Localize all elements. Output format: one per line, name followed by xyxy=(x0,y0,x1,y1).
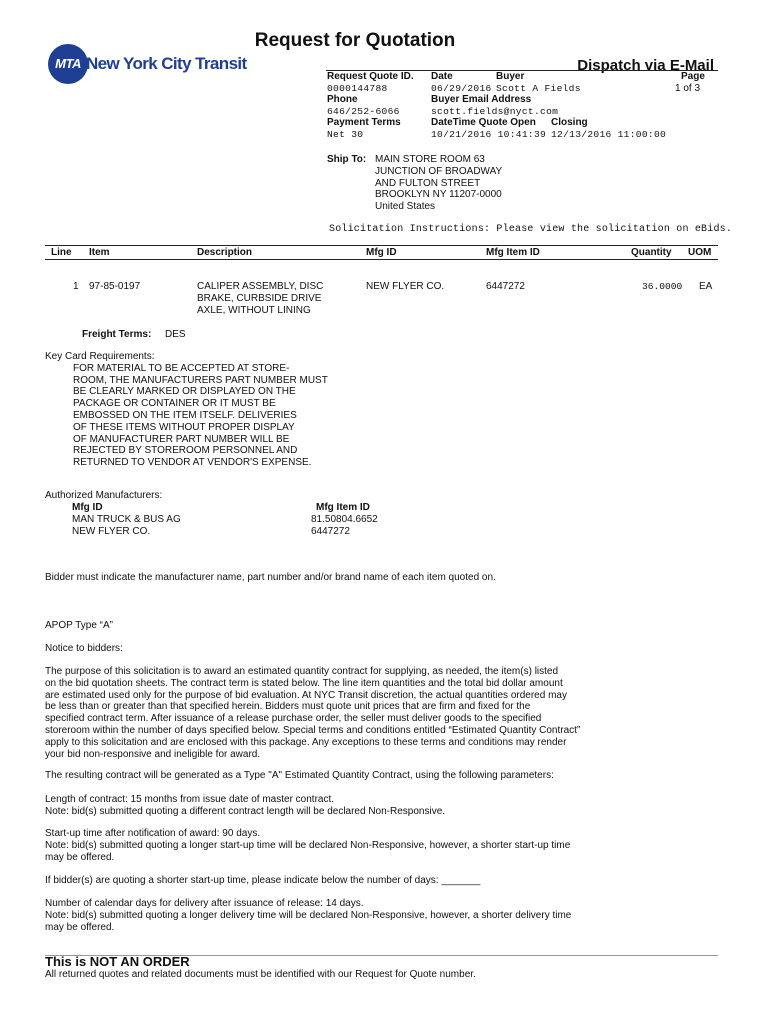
authorized-manufacturers xyxy=(45,490,445,537)
auth-mfg-id: NEW FLYER CO. xyxy=(72,525,151,537)
freight-terms-label: Freight Terms: xyxy=(82,329,152,340)
ship-to-line: MAIN STORE ROOM 63 xyxy=(375,154,485,165)
key-card-line: BE CLEARLY MARKED OR DISPLAYED ON THE xyxy=(73,386,296,398)
key-card-line: EMBOSSED ON THE ITEM ITSELF. DELIVERIES xyxy=(73,409,297,421)
page-title: Request for Quotation xyxy=(254,30,456,51)
purpose-line: specified contract term. After issuance of a release purchase order, the seller must deliver goods to the specified xyxy=(45,713,542,725)
startup-line: Start-up time after notification of award: 90 days. xyxy=(45,828,261,839)
auth-mfg-item: 6447272 xyxy=(311,525,350,537)
phone: 646/252-6066 xyxy=(327,105,400,117)
delivery-line: Number of calendar days for delivery after issuance of release: 14 days. xyxy=(45,898,364,909)
purpose-line: on the bid quotation sheets. The contract term is stated below. The line item quantities and the total bid dollar amount xyxy=(45,677,563,689)
purpose-line: are estimated used only for the purpose of bid evaluation. At NYC Transit discretion, the actual quantities ordered may xyxy=(45,689,567,701)
payment-terms: Net 30 xyxy=(327,128,364,140)
auth-mfg-item-label: Mfg Item ID xyxy=(316,502,370,513)
apop-type: APOP Type “A” xyxy=(45,620,113,631)
col-mfg-id: Mfg ID xyxy=(366,247,397,258)
ship-to-line: United States xyxy=(375,201,436,213)
buyer-email: scott.fields@nyct.com xyxy=(431,105,559,117)
row-description: CALIPER ASSEMBLY, DISC xyxy=(197,281,324,292)
col-description: Description xyxy=(197,247,253,258)
closing-label: Closing xyxy=(551,117,588,128)
phone-label: Phone xyxy=(327,94,358,105)
row-mfg-id: NEW FLYER CO. xyxy=(366,281,445,292)
purpose-line: be less than or greater than that specified herein. Bidders must quote unit prices that are firm and fixed for the xyxy=(45,701,531,713)
auth-mfg-item: 81.50804.6652 xyxy=(311,513,378,525)
page-label: Page xyxy=(681,71,705,82)
col-item: Item xyxy=(89,247,110,258)
buyer-name: Scott A Fields xyxy=(496,82,581,94)
purpose-paragraph xyxy=(45,666,725,760)
payment-terms-label: Payment Terms xyxy=(327,117,401,128)
col-quantity: Quantity xyxy=(631,247,672,258)
auth-mfg-id: MAN TRUCK & BUS AG xyxy=(72,513,181,525)
col-mfg-item-id: Mfg Item ID xyxy=(486,247,540,258)
dispatch-method: Dispatch via E-Mail xyxy=(577,57,714,74)
startup-time xyxy=(45,828,725,863)
freight-terms: DES xyxy=(165,329,186,340)
solicitation-instructions: Solicitation Instructions: Please view the solicitation on eBids. xyxy=(329,224,733,235)
auth-mfg-id-label: Mfg ID xyxy=(72,502,103,513)
delivery-time xyxy=(45,898,725,933)
notice-heading: Notice to bidders: xyxy=(45,643,123,654)
row-quantity: 36.0000 xyxy=(642,281,683,292)
mta-logo xyxy=(48,44,247,90)
delivery-line: may be offered. xyxy=(45,921,115,933)
quote-id-label: Request Quote ID. xyxy=(327,71,414,82)
key-card-line: OF MANUFACTURER PART NUMBER WILL BE xyxy=(73,433,290,445)
resulting-contract-text: The resulting contract will be generated as a Type "A" Estimated Quantity Contract, using the following parameters: xyxy=(45,770,554,781)
startup-line: Note: bid(s) submitted quoting a longer start-up time will be declared Non-Responsive, however, a shorter start-up time xyxy=(45,839,571,851)
length-line: Note: bid(s) submitted quoting a different contract length will be declared Non-Responsive. xyxy=(45,805,446,817)
bidder-must-text: Bidder must indicate the manufacturer name, part number and/or brand name of each item quoted on. xyxy=(45,572,496,583)
logo-name: New York City Transit xyxy=(86,54,247,73)
purpose-line: apply to this solicitation and are enclosed with this package. Any exceptions to these terms and conditions may render xyxy=(45,736,567,748)
ship-to-line: BROOKLYN NY 11207-0000 xyxy=(375,189,502,201)
not-an-order-notice: This is NOT AN ORDER xyxy=(45,954,190,969)
purpose-line: The purpose of this solicitation is to award an estimated quantity contract for supplying, as needed, the item(s) listed xyxy=(45,666,559,677)
key-card-line: PACKAGE OR CONTAINER OR IT MUST BE xyxy=(73,398,276,410)
length-line: Length of contract: 15 months from issue date of master contract. xyxy=(45,794,335,805)
row-item: 97-85-0197 xyxy=(89,281,141,292)
delivery-line: Note: bid(s) submitted quoting a longer delivery time will be declared Non-Responsive, however, a shorter delivery time xyxy=(45,909,572,921)
authorized-heading: Authorized Manufacturers: xyxy=(45,490,163,501)
key-card-heading: Key Card Requirements: xyxy=(45,351,155,362)
ship-to-line: JUNCTION OF BROADWAY xyxy=(375,165,503,177)
footer-note: All returned quotes and related documents must be identified with our Request for Quote number. xyxy=(45,969,476,980)
datetime-open: 10/21/2016 10:41:39 xyxy=(431,128,547,140)
key-card-line: OF THESE ITEMS WITHOUT PROPER DISPLAY xyxy=(73,421,295,433)
buyer-email-label: Buyer Email Address xyxy=(431,94,532,105)
key-card-requirements xyxy=(45,351,328,469)
purpose-line: storeroom within the number of days specified below. Special terms and conditions entitled “Estimated Quantity Contract” xyxy=(45,724,581,736)
date-label: Date xyxy=(431,71,453,82)
col-line: Line xyxy=(51,247,72,258)
items-table-header xyxy=(45,245,718,260)
page-number: 1 of 3 xyxy=(675,82,701,94)
contract-length xyxy=(45,794,725,818)
purpose-line: your bid non-responsive and ineligible for award. xyxy=(45,748,261,760)
ship-to-line: AND FULTON STREET xyxy=(375,177,481,189)
mta-logo-icon: MTA xyxy=(48,44,88,84)
key-card-line: FOR MATERIAL TO BE ACCEPTED AT STORE- xyxy=(73,362,290,374)
buyer-label: Buyer xyxy=(496,71,525,82)
quote-id: 0000144788 xyxy=(327,82,388,94)
key-card-line: REJECTED BY STOREROOM PERSONNEL AND xyxy=(73,445,298,457)
row-description: AXLE, WITHOUT LINING xyxy=(197,305,311,316)
key-card-line: RETURNED TO VENDOR AT VENDOR'S EXPENSE. xyxy=(73,457,312,469)
col-uom: UOM xyxy=(688,247,712,258)
row-description: BRAKE, CURBSIDE DRIVE xyxy=(197,293,322,304)
row-uom: EA xyxy=(699,281,713,292)
quote-header xyxy=(326,70,718,140)
closing-datetime: 12/13/2016 11:00:00 xyxy=(551,128,667,140)
shorter-startup-text: If bidder(s) are quoting a shorter start-up time, please indicate below the number of days: _______ xyxy=(45,875,481,886)
row-line: 1 xyxy=(73,281,79,292)
quote-date: 06/29/2016 xyxy=(431,82,492,94)
row-mfg-item-id: 6447272 xyxy=(486,281,525,292)
startup-line: may be offered. xyxy=(45,851,115,863)
key-card-line: ROOM, THE MANUFACTURERS PART NUMBER MUST xyxy=(73,374,328,386)
datetime-open-label: DateTime Quote Open xyxy=(431,117,536,128)
ship-to-address xyxy=(375,154,502,213)
ship-to-label: Ship To: xyxy=(327,154,367,165)
